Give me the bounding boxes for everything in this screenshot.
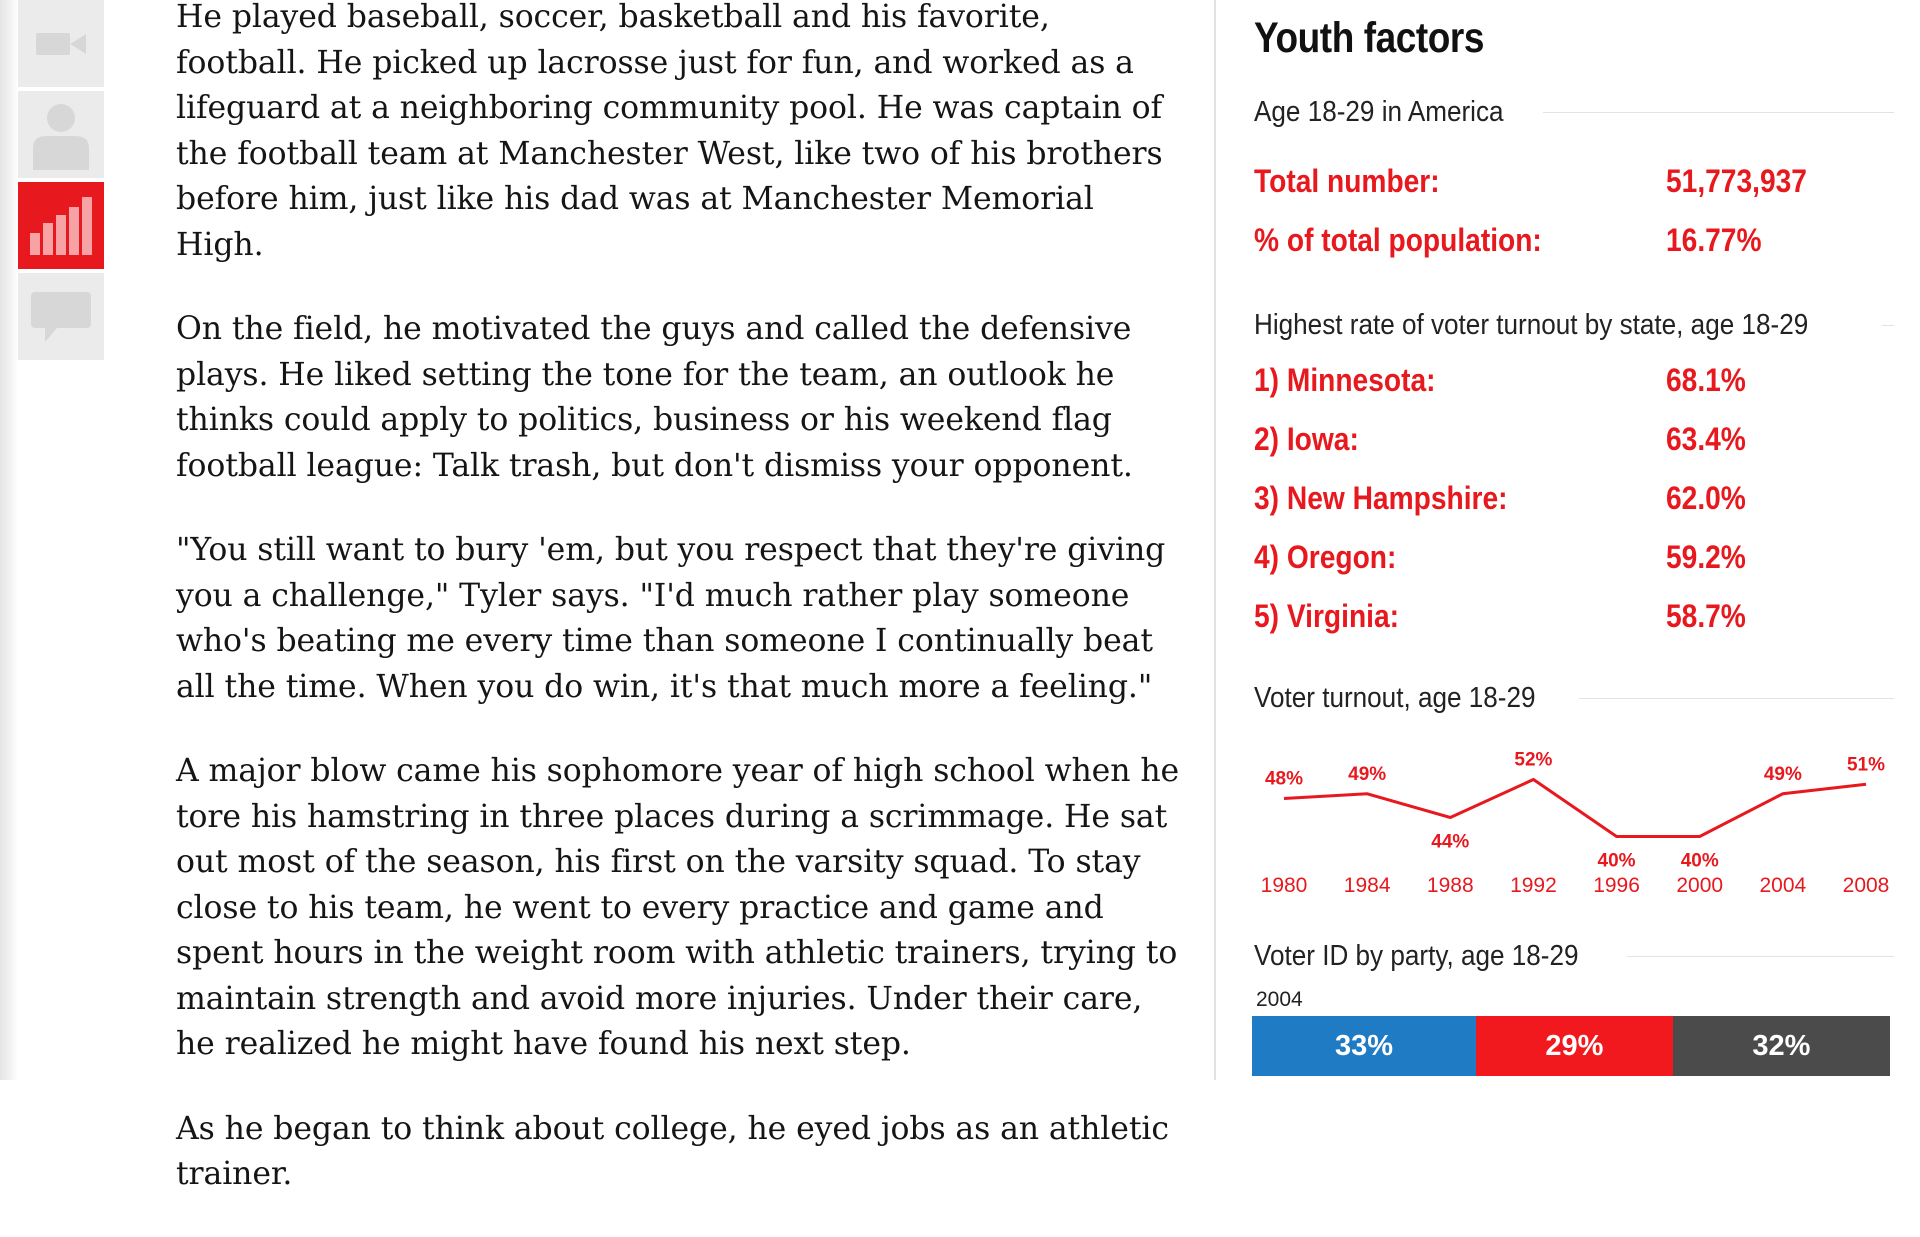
section-rule (1882, 325, 1894, 326)
person-icon (31, 100, 91, 170)
turnout-data-label: 40% (1680, 850, 1719, 872)
section-rule (1627, 956, 1894, 957)
turnout-year-tick: 1996 (1593, 874, 1640, 897)
stat-value: 51,773,937 (1666, 163, 1807, 199)
turnout-data-label: 51% (1846, 754, 1886, 776)
state-label: 3) New Hampshire: (1254, 480, 1508, 516)
article-body (176, 0, 1186, 1237)
voter-turnout-line-chart (1254, 728, 1894, 898)
bar-chart-icon (30, 197, 92, 255)
state-label: 2) Iowa: (1254, 421, 1359, 457)
state-value: 63.4% (1666, 421, 1746, 457)
article-paragraph: "You still want to bury 'em, but you respect that they're giving you a challenge," Tyler says. "I'd much rather play someone who's beating me every time than someone I continually beat all the time. When you do win, it's that much more a feeling." (176, 532, 1166, 705)
sidebar-title: Youth factors (1254, 14, 1484, 62)
left-gutter (0, 0, 18, 1080)
comments-button[interactable] (18, 273, 104, 360)
section-header-party (1254, 940, 1894, 973)
comment-icon (31, 292, 91, 342)
stat-label: % of total population: (1254, 222, 1542, 258)
party-segment-republican: 29% (1476, 1016, 1673, 1076)
party-segment-democrat: 33% (1252, 1016, 1476, 1076)
section-label: Voter ID by party, age 18-29 (1254, 940, 1579, 972)
profile-button[interactable] (18, 91, 104, 178)
state-label: 5) Virginia: (1254, 598, 1400, 634)
turnout-year-tick: 2000 (1676, 874, 1724, 897)
turnout-data-label: 44% (1431, 831, 1470, 853)
article-paragraph: On the field, he motivated the guys and called the defensive plays. He liked setting the tone for the team, an outlook he thinks could apply to politics, business or his weekend flag football league: Talk trash, but don't dismiss your opponent. (176, 311, 1133, 484)
stat-value: 16.77% (1666, 222, 1762, 258)
state-label: 1) Minnesota: (1254, 362, 1436, 398)
turnout-year-tick: 1984 (1343, 874, 1391, 897)
state-value: 59.2% (1666, 539, 1746, 575)
turnout-series-line (1284, 780, 1866, 837)
article-paragraph: He played baseball, soccer, basketball and his favorite, football. He picked up lacrosse just for fun, and worked as a lifeguard at a neighboring community pool. He was captain of the football team at Manchester West, like two of his brothers before him, just like his dad was at Manchester Memorial High. (176, 0, 1163, 263)
party-stacked-bar (1252, 1016, 1890, 1076)
turnout-data-label: 40% (1597, 850, 1636, 872)
column-divider (1214, 0, 1216, 1080)
turnout-year-tick: 1980 (1260, 874, 1308, 897)
turnout-year-tick: 1988 (1426, 874, 1474, 897)
section-header-turnout-chart (1254, 682, 1894, 715)
section-rule (1543, 112, 1894, 113)
turnout-year-tick: 2008 (1842, 874, 1890, 897)
stat-label: Total number: (1254, 163, 1440, 199)
turnout-year-tick: 2004 (1759, 874, 1807, 897)
turnout-data-label: 49% (1763, 763, 1802, 785)
turnout-year-tick: 1992 (1510, 874, 1557, 897)
article-paragraph: A major blow came his sophomore year of high school when he tore his hamstring in three places during a scrimmage. He sat out most of the season, his first on the varsity squad. To stay close to his team, he went to every practice and game and spent hours in the weight room with athletic trainers, trying to maintain strength and avoid more injuries. Under their care, he realized he might have found his next step. (176, 753, 1180, 1062)
state-value: 62.0% (1666, 480, 1746, 516)
party-segment-independent: 32% (1673, 1016, 1890, 1076)
story-tools-rail (18, 0, 104, 364)
state-value: 68.1% (1666, 362, 1746, 398)
article-paragraph: As he began to think about college, he eyed jobs as an athletic trainer. (176, 1110, 1169, 1192)
section-label: Age 18-29 in America (1254, 96, 1504, 128)
section-label: Highest rate of voter turnout by state, age 18-29 (1254, 309, 1809, 341)
state-label: 4) Oregon: (1254, 539, 1397, 575)
party-year-label: 2004 (1256, 988, 1303, 1011)
turnout-data-label: 48% (1264, 768, 1304, 790)
section-header-america (1254, 96, 1894, 129)
chart-button[interactable] (18, 182, 104, 269)
section-rule (1579, 698, 1894, 699)
turnout-data-label: 52% (1514, 749, 1553, 771)
video-icon (36, 29, 86, 59)
state-value: 58.7% (1666, 598, 1746, 634)
turnout-data-label: 49% (1348, 763, 1387, 785)
section-label: Voter turnout, age 18-29 (1254, 682, 1536, 714)
section-header-state-turnout (1254, 309, 1894, 342)
video-button[interactable] (18, 0, 104, 87)
